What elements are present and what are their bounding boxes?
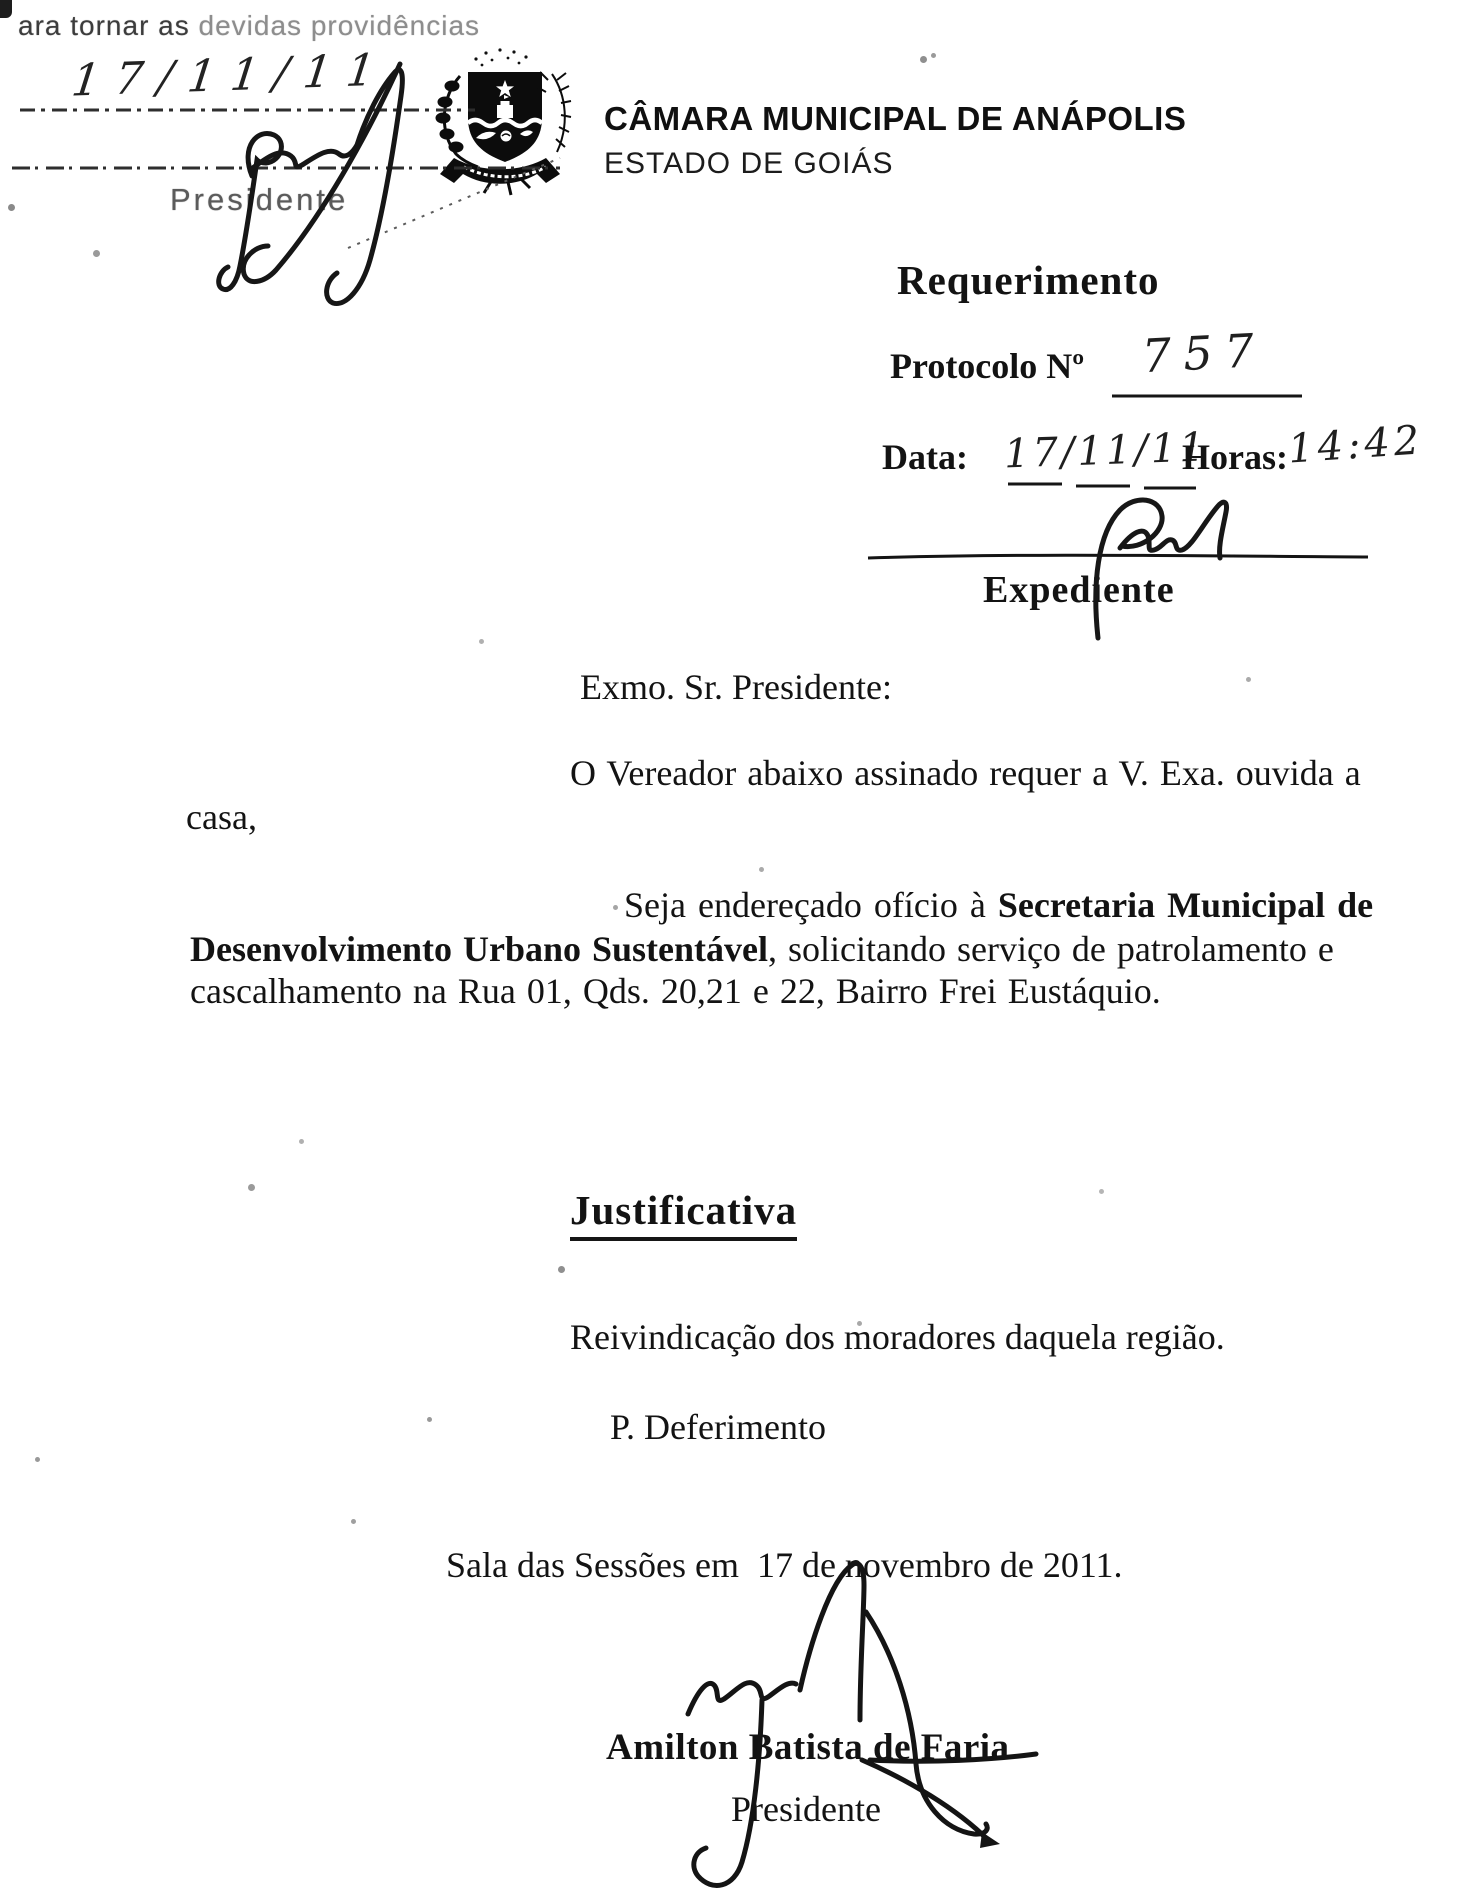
- crest-right-wheat: [537, 72, 571, 152]
- crest-ribbon: [440, 158, 560, 184]
- expediente-label: Expediente: [983, 569, 1175, 611]
- signer-name: Amilton Batista de Faria: [606, 1727, 1010, 1768]
- stamp-presidente-label: Presidente: [170, 182, 349, 217]
- hours-value-handwritten: 14:42: [1286, 417, 1425, 473]
- president-signature-arrow: [980, 1832, 1000, 1848]
- protocol-number-handwritten: 757: [1140, 322, 1268, 384]
- protocol-label: Protocolo Nº: [890, 346, 1085, 386]
- org-state: ESTADO DE GOIÁS: [604, 147, 894, 180]
- text-segment-bold: Desenvolvimento Urbano Sustentável: [190, 929, 768, 969]
- salutation-line: Exmo. Sr. Presidente:: [580, 667, 892, 707]
- paragraph2-line3: cascalhamento na Rua 01, Qds. 20,21 e 22, Bairro Frei Eustáquio.: [190, 971, 1161, 1011]
- scan-noise-specks: [0, 0, 3, 3]
- stamp-text-dark: ara tornar as: [18, 10, 199, 41]
- text-segment: Seja endereçado ofício à: [624, 885, 998, 925]
- paragraph1-line1: O Vereador abaixo assinado requer a V. Exa. ouvida a: [570, 753, 1361, 793]
- stamp-text-line: [18, 10, 480, 42]
- expediente-rule-line: [868, 555, 1368, 558]
- stamp-handwritten-date: 17/11/11: [68, 44, 393, 107]
- document-title: Requerimento: [897, 257, 1160, 303]
- paragraph2-line1: [624, 884, 1373, 926]
- anapolis-coat-of-arms-icon: [420, 46, 592, 198]
- text-segment: , solicitando serviço de patrolamento e: [768, 929, 1334, 969]
- date-value-handwritten: 17/11/11: [1003, 424, 1209, 478]
- session-date-line: Sala das Sessões em 17 de novembro de 2011.: [446, 1545, 1123, 1585]
- hours-label: Horas:: [1182, 437, 1288, 477]
- paragraph1-line2: casa,: [186, 797, 257, 837]
- date-label: Data:: [882, 437, 968, 477]
- president-signature: [688, 1563, 1036, 1885]
- stamp-text-light: devidas providências: [198, 10, 481, 41]
- justification-text: Reivindicação dos moradores daquela região.: [570, 1317, 1225, 1357]
- paragraph2-line2: [190, 928, 1334, 970]
- justification-title: Justificativa: [570, 1186, 797, 1241]
- text-segment-bold: Secretaria Municipal de: [997, 885, 1374, 925]
- signer-role: Presidente: [731, 1789, 881, 1829]
- org-title: CÂMARA MUNICIPAL DE ANÁPOLIS: [604, 100, 1187, 137]
- crest-sprigs: [474, 48, 527, 66]
- deferment-line: P. Deferimento: [610, 1407, 826, 1447]
